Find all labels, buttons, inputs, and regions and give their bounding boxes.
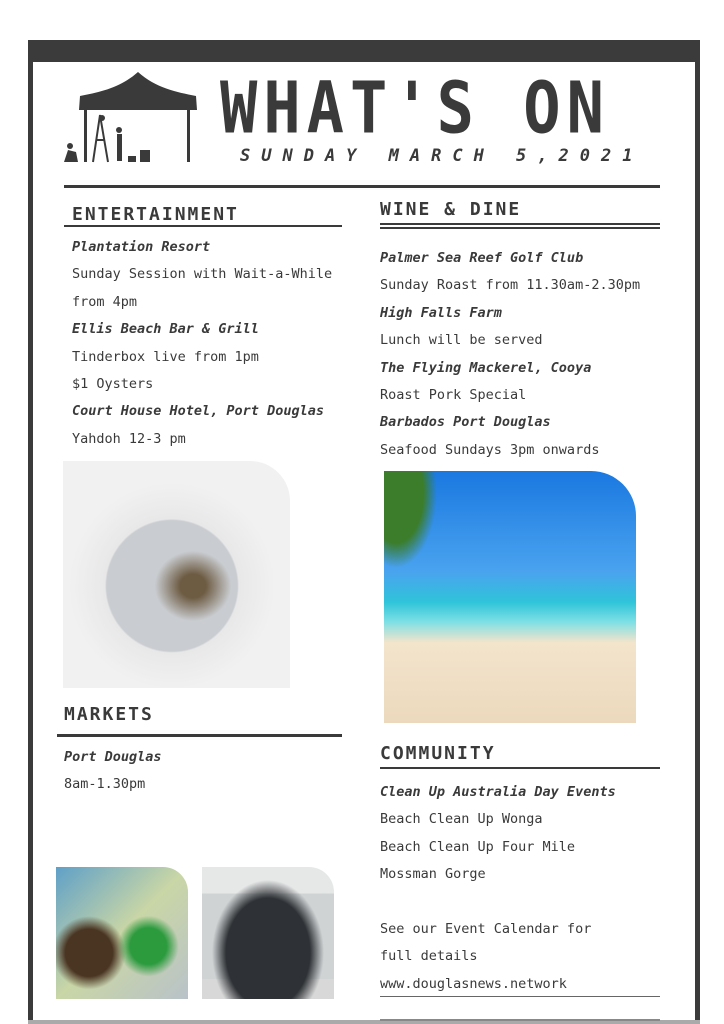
divider [380, 996, 660, 997]
venue-name: Palmer Sea Reef Golf Club [380, 250, 584, 266]
header-divider [64, 185, 660, 188]
venue-name: Port Douglas [64, 749, 162, 765]
oysters-photo [63, 461, 290, 688]
venue-name: The Flying Mackerel, Cooya [380, 359, 592, 376]
divider [380, 223, 660, 229]
event-detail: from 4pm [72, 293, 138, 310]
event-tent-icon [60, 70, 200, 165]
event-detail: See our Event Calendar for [380, 921, 592, 938]
event-detail: Beach Clean Up Wonga [380, 811, 543, 828]
issue-date: SUNDAY MARCH 5,2021 [240, 146, 644, 166]
event-detail: Sunday Roast from 11.30am-2.30pm [380, 277, 641, 294]
entertainment-heading: ENTERTAINMENT [72, 204, 239, 225]
event-detail: Beach Clean Up Four Mile [380, 838, 576, 855]
frame-right [695, 40, 700, 1024]
frame-left [28, 40, 33, 1024]
venue-name: High Falls Farm [380, 304, 502, 321]
event-detail [380, 889, 616, 916]
divider [57, 734, 342, 737]
event-detail: Roast Pork Special [380, 387, 527, 404]
venue-name: Plantation Resort [72, 239, 211, 255]
community-heading: COMMUNITY [380, 743, 496, 764]
venue-name: Clean Up Australia Day Events [380, 784, 616, 800]
entertainment-list [72, 234, 332, 453]
venue-name: Barbados Port Douglas [380, 414, 551, 431]
rubbish-bags-photo [202, 867, 334, 999]
event-detail: Yahdoh 12-3 pm [72, 430, 186, 447]
event-detail: Mossman Gorge [380, 866, 486, 883]
wine-dine-heading: WINE & DINE [380, 199, 522, 220]
event-detail[interactable]: www.douglasnews.network [380, 975, 567, 992]
divider [380, 1019, 660, 1021]
event-detail: Lunch will be served [380, 332, 543, 349]
markets-list [64, 744, 162, 799]
beach-photo [384, 471, 636, 723]
wine-dine-list [380, 245, 640, 464]
top-bar [28, 40, 700, 62]
event-detail: Seafood Sundays 3pm onwards [380, 441, 600, 458]
divider [64, 225, 342, 227]
event-detail: 8am-1.30pm [64, 776, 146, 793]
page-title: WHAT'S ON [220, 66, 610, 150]
event-detail: Sunday Session with Wait-a-While [72, 266, 333, 283]
event-detail: $1 Oysters [72, 376, 154, 393]
divider [380, 767, 660, 769]
markets-heading: MARKETS [64, 704, 154, 725]
event-detail: Tinderbox live from 1pm [72, 348, 259, 365]
event-detail: full details [380, 948, 478, 965]
venue-name: Court House Hotel, Port Douglas [72, 403, 324, 420]
plastic-waste-photo [56, 867, 188, 999]
community-list [380, 779, 616, 998]
venue-name: Ellis Beach Bar & Grill [72, 321, 259, 338]
